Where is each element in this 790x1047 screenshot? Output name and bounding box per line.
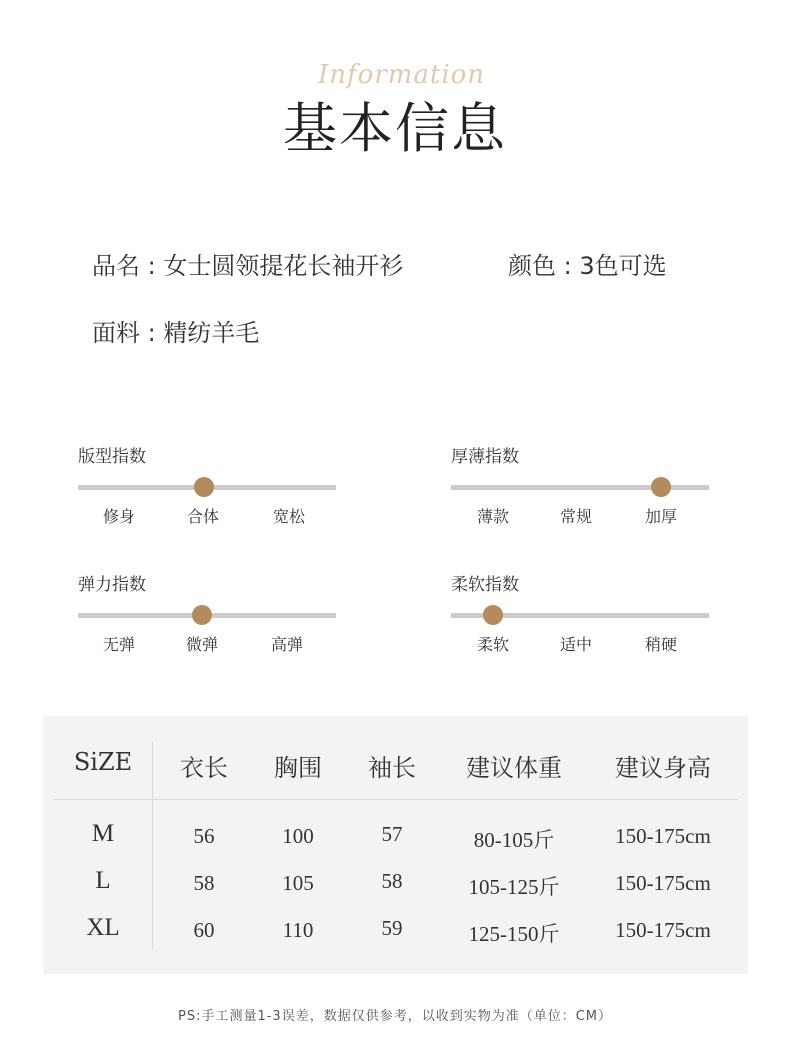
table-cell: 150-175cm [615, 824, 711, 848]
product-fabric: 面料 : 精纺羊毛 [92, 319, 260, 347]
table-cell: 60 [193, 918, 215, 942]
table-cell-size: XL [86, 914, 120, 941]
fit-index-title: 版型指数 [78, 447, 146, 467]
thickness-index-title: 厚薄指数 [451, 447, 519, 467]
page-title: 基本信息 [283, 97, 507, 160]
fit-index-label: 合体 [186, 507, 219, 526]
product-color: 颜色 : 3色可选 [508, 252, 667, 280]
thickness-index-label: 常规 [559, 507, 592, 526]
elasticity-index-label: 高弹 [270, 635, 303, 654]
table-cell: 56 [193, 824, 215, 848]
fit-index-label: 修身 [102, 507, 135, 526]
softness-index-title: 柔软指数 [451, 575, 519, 595]
fit-index-marker [194, 477, 214, 497]
table-header-sleeve: 袖长 [368, 754, 416, 782]
elasticity-index-marker [192, 605, 212, 625]
product-name: 品名 : 女士圆领提花长袖开衫 [92, 252, 404, 280]
table-cell: 105-125斤 [468, 875, 560, 899]
thickness-index-marker [651, 477, 671, 497]
elasticity-index-title: 弹力指数 [78, 575, 146, 595]
table-header-weight: 建议体重 [466, 754, 562, 782]
table-cell: 125-150斤 [468, 922, 560, 946]
table-cell: 150-175cm [615, 871, 711, 895]
table-header-size: SiZE [73, 748, 133, 776]
table-cell: 58 [193, 871, 215, 895]
table-cell: 110 [282, 918, 314, 942]
table-cell-size: M [91, 820, 115, 847]
table-header-divider [53, 799, 738, 800]
table-header-height: 建议身高 [615, 754, 711, 782]
table-cell: 105 [282, 871, 314, 895]
table-cell: 59 [381, 916, 403, 940]
table-cell: 150-175cm [615, 918, 711, 942]
thickness-index-label: 薄款 [476, 507, 509, 526]
table-cell: 58 [381, 869, 403, 893]
measurement-note: PS:手工测量1-3误差，数据仅供参考，以收到实物为准（单位：CM） [178, 1009, 612, 1024]
elasticity-index-label: 微弹 [185, 635, 218, 654]
thickness-index-label: 加厚 [644, 507, 677, 526]
softness-index-label: 柔软 [476, 635, 509, 654]
table-header-length: 衣长 [180, 754, 228, 782]
fit-index-label: 宽松 [272, 507, 305, 526]
table-cell: 57 [381, 822, 403, 846]
table-cell: 100 [282, 824, 314, 848]
softness-index-label: 稍硬 [644, 635, 677, 654]
elasticity-index-label: 无弹 [102, 635, 135, 654]
table-header-chest: 胸围 [274, 754, 322, 782]
softness-index-marker [483, 605, 503, 625]
table-cell: 80-105斤 [473, 828, 555, 852]
softness-index-label: 适中 [559, 635, 592, 654]
table-cell-size: L [95, 867, 111, 894]
script-decoration: Information [318, 60, 486, 90]
